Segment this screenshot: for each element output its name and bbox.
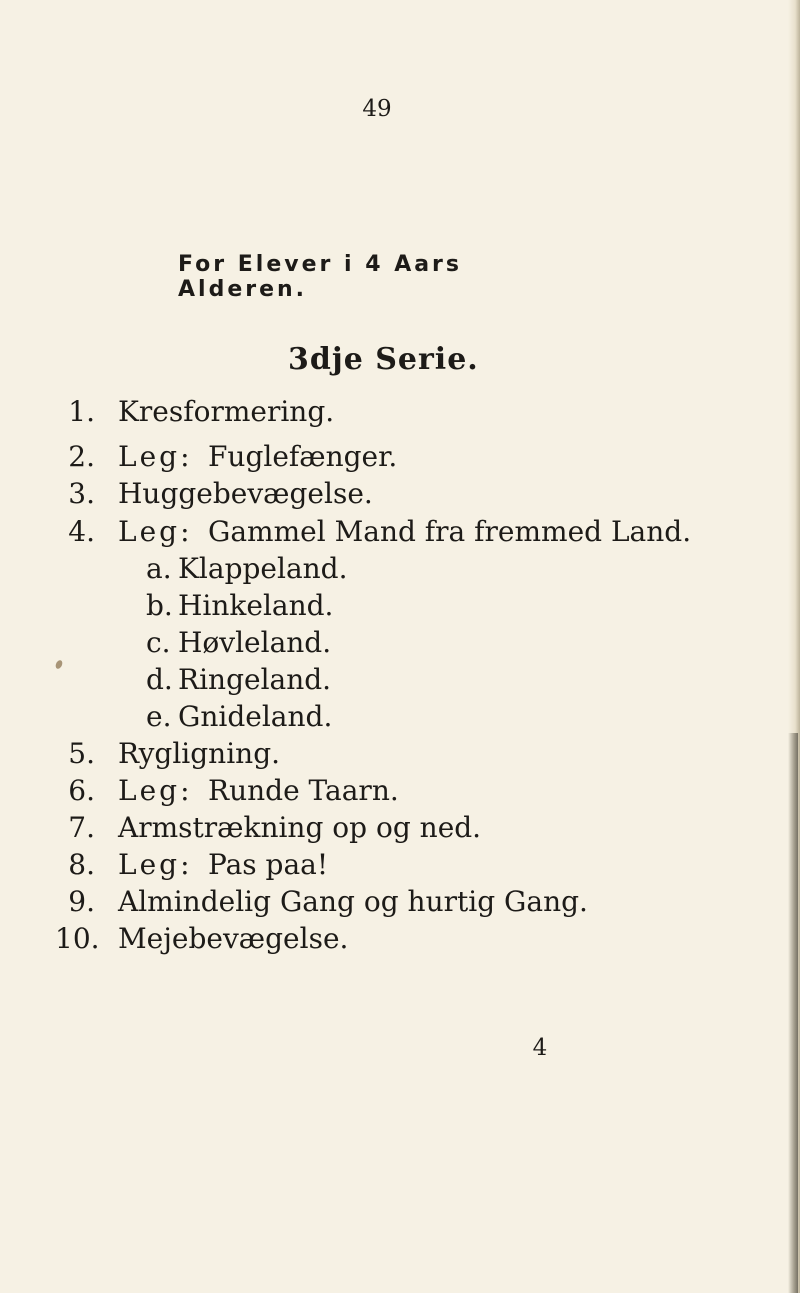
item-text: Armstrækning op og ned. — [118, 811, 482, 844]
subitem-text: Klappeland. — [178, 552, 348, 585]
list-item — [0, 737, 800, 773]
item-text: Runde Taarn. — [208, 774, 399, 807]
list-subitem — [0, 589, 800, 625]
subitem-text: Gnideland. — [178, 700, 333, 733]
list-item — [0, 395, 800, 431]
item-text: Huggebevægelse. — [118, 477, 373, 510]
subitem-letter: d. — [146, 663, 173, 696]
subitem-letter: b. — [146, 589, 173, 622]
item-number: 2. — [68, 440, 95, 473]
item-prefix: Leg: — [118, 774, 193, 807]
list-subitem — [0, 552, 800, 588]
subitem-text: Høvleland. — [178, 626, 332, 659]
list-item — [0, 922, 800, 958]
item-text: Mejebevægelse. — [118, 922, 349, 955]
item-text: Almindelig Gang og hurtig Gang. — [118, 885, 588, 918]
list-item — [0, 477, 800, 513]
item-number: 1. — [68, 395, 95, 428]
item-prefix: Leg: — [118, 515, 193, 548]
item-number: 3. — [68, 477, 95, 510]
list-item — [0, 848, 800, 884]
item-prefix: Leg: — [118, 848, 193, 881]
item-number: 4. — [68, 515, 95, 548]
item-number: 7. — [68, 811, 95, 844]
item-text: Kresformering. — [118, 395, 335, 428]
subitem-letter: a. — [146, 552, 172, 585]
subitem-text: Ringeland. — [178, 663, 332, 696]
item-text: Rygligning. — [118, 737, 281, 770]
list-subitem — [0, 663, 800, 699]
item-prefix: Leg: — [118, 440, 193, 473]
item-number: 9. — [68, 885, 95, 918]
list-item — [0, 515, 800, 551]
item-number: 5. — [68, 737, 95, 770]
subitem-letter: c. — [146, 626, 171, 659]
list-item — [0, 811, 800, 847]
serie-title: 3dje Serie. — [288, 342, 479, 377]
list-subitem — [0, 626, 800, 662]
section-heading: For Elever i 4 Aars Alderen. — [178, 252, 463, 302]
subitem-letter: e. — [146, 700, 172, 733]
item-text: Fuglefænger. — [208, 440, 398, 473]
list-item — [0, 440, 800, 476]
item-number: 8. — [68, 848, 95, 881]
list-item — [0, 885, 800, 921]
item-text: Gammel Mand fra fremmed Land. — [208, 515, 692, 548]
item-number: 6. — [68, 774, 95, 807]
subitem-text: Hinkeland. — [178, 589, 334, 622]
item-text: Pas paa! — [208, 848, 329, 881]
list-subitem — [0, 700, 800, 736]
item-number: 10. — [55, 922, 100, 955]
page-number: 49 — [362, 96, 392, 122]
list-item — [0, 774, 800, 810]
signature-mark: 4 — [532, 1035, 548, 1061]
